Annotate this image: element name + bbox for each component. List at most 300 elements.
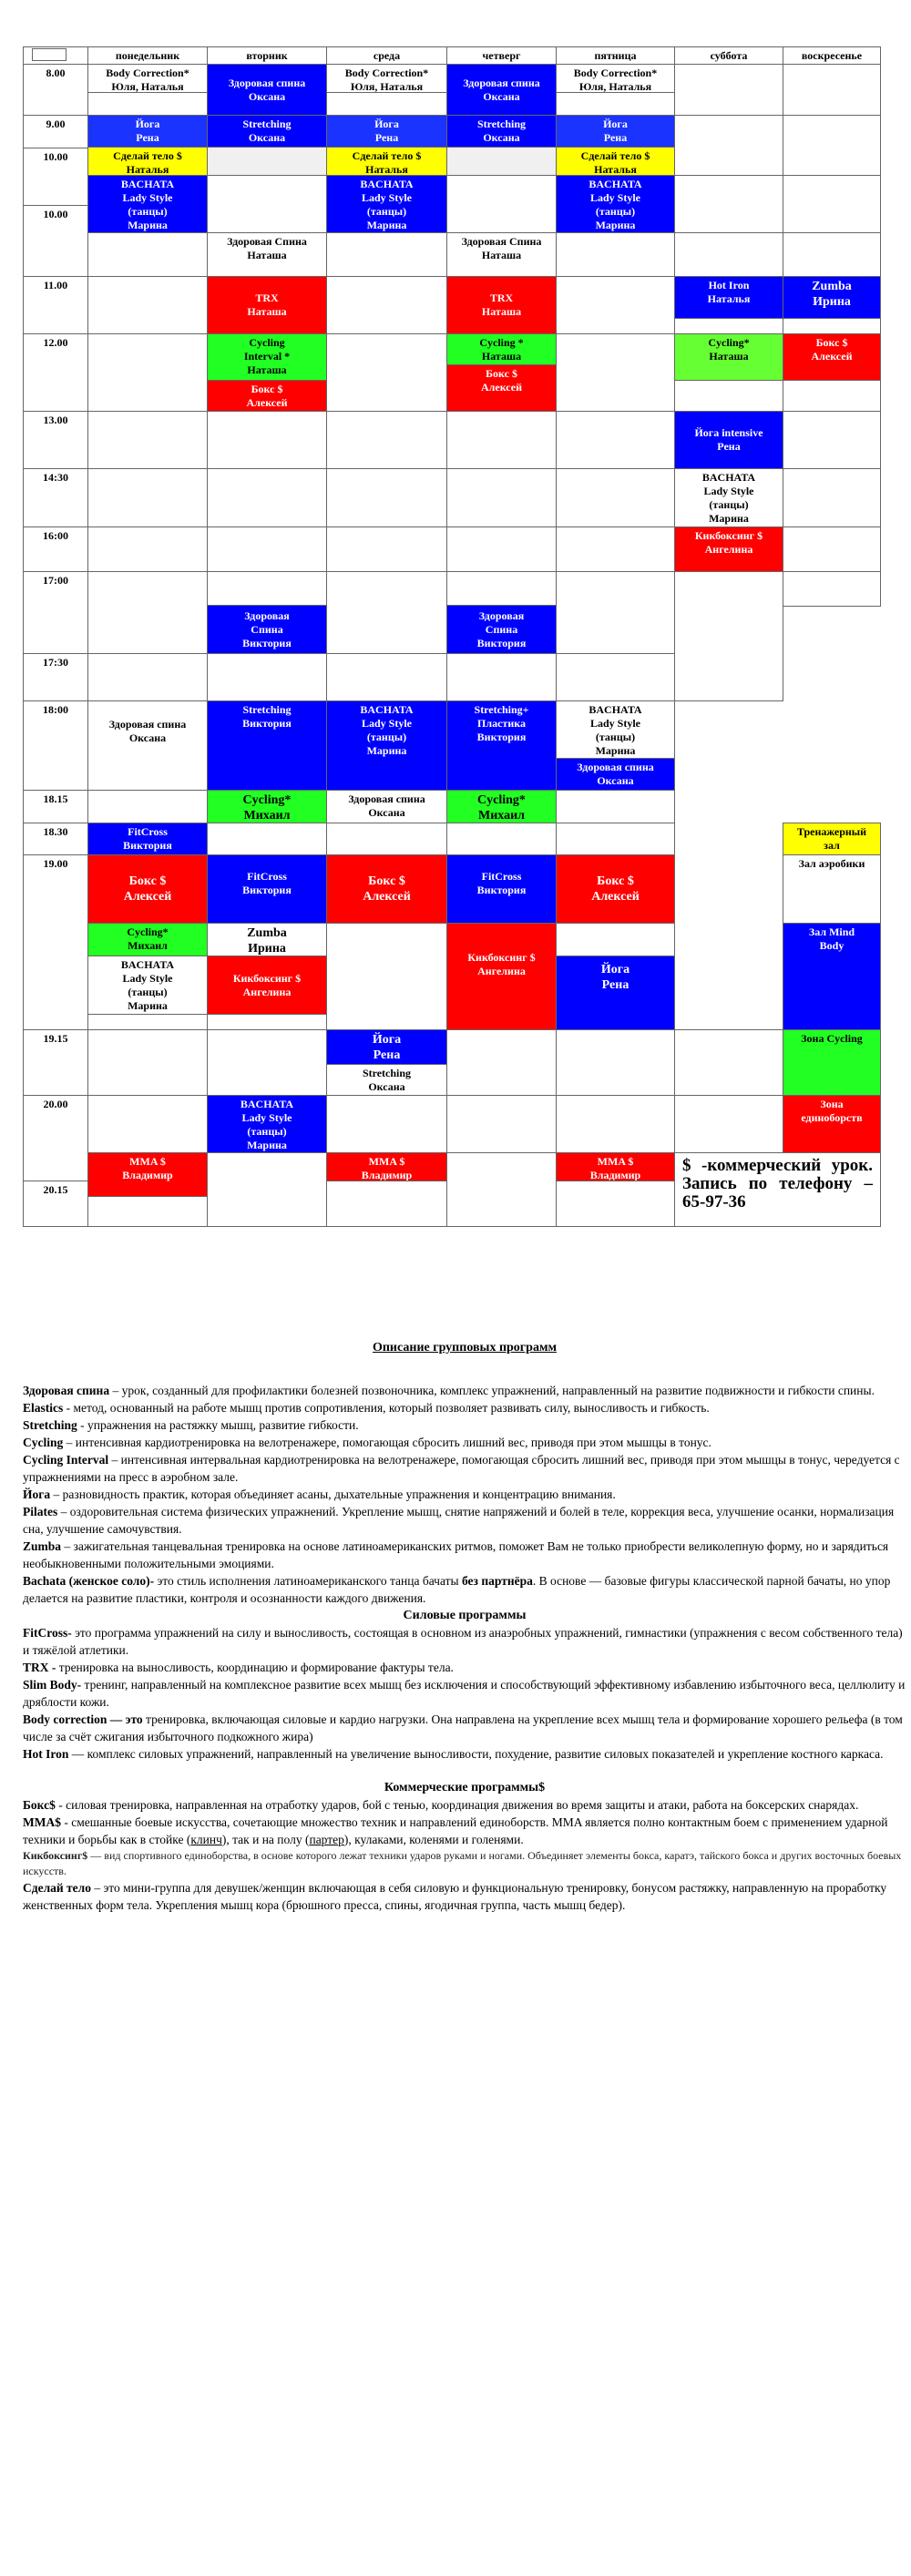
class-body-correction[interactable] bbox=[87, 64, 208, 93]
class-stretching[interactable] bbox=[326, 1064, 447, 1096]
empty-slot bbox=[87, 1014, 208, 1030]
program-text: это программа упражнений на силу и выносливость, состоящая в основном из анаэробных упражнений, гимнастики (упражнения с весом собственного тела) и тяжёлой атлетики. bbox=[23, 1626, 903, 1657]
empty-slot bbox=[207, 823, 327, 855]
empty-slot bbox=[326, 653, 447, 701]
trainer-name: Оксана bbox=[597, 774, 634, 787]
class-name: MMA $ bbox=[368, 1155, 405, 1168]
program-zumba bbox=[23, 1538, 906, 1572]
trainer-name: Марина bbox=[366, 744, 407, 757]
empty-slot bbox=[87, 1029, 208, 1096]
class-cycling-interval[interactable] bbox=[207, 333, 327, 381]
empty-slot bbox=[446, 653, 557, 701]
trainer-name: Наталья bbox=[594, 163, 637, 176]
program-text: – это мини-группа для девушек/женщин включающая в себя силовую и функциональную тренировку, бонусом растяжку, направленную на проработку женственных форм тела. Укрепления мышц кора (брюшного пресса, спины, ягодичная группа, часть мышц бедер). bbox=[23, 1881, 887, 1912]
class-name: Stretching bbox=[362, 1067, 412, 1079]
class-mma[interactable] bbox=[87, 1152, 208, 1197]
class-style: Lady Style bbox=[361, 717, 412, 730]
trainer-name: Наташа bbox=[481, 305, 522, 318]
program-body-correction bbox=[23, 1711, 906, 1745]
empty-slot bbox=[326, 333, 447, 412]
program-descriptions bbox=[23, 1339, 906, 1914]
program-text: тренинг, направленный на комплексное развитие всех мышц без исключения и способствующий эффективному избавлению избыточного веса, целлюлиту и дряблости кожи. bbox=[23, 1678, 906, 1709]
empty-slot bbox=[87, 411, 208, 469]
empty-slot bbox=[326, 923, 447, 1030]
class-name: Body Correction* bbox=[573, 66, 658, 79]
trainer-name: Владимир bbox=[361, 1169, 413, 1181]
time-slot: 18:00 bbox=[23, 700, 88, 791]
trainer-name: Марина bbox=[366, 219, 407, 231]
class-stretching-plastic[interactable] bbox=[446, 700, 557, 791]
program-text: тренировка, включающая силовые и кардио нагрузки. Она направлена на укрепление всех мышц тела и формирование хорошего рельефа (в том числе за счёт сжигания избыточного подкожного жира) bbox=[23, 1712, 903, 1743]
class-name: Cycling * bbox=[479, 336, 524, 349]
day-header-friday: пятница bbox=[556, 46, 675, 65]
trainer-name: Юля, Наталья bbox=[578, 80, 652, 93]
program-mma bbox=[23, 1814, 906, 1848]
program-hot-iron bbox=[23, 1745, 906, 1763]
legend-label: единоборств bbox=[801, 1111, 863, 1124]
class-fitcross[interactable] bbox=[446, 854, 557, 924]
program-term: Elastics bbox=[23, 1401, 64, 1415]
program-term: MMA$ bbox=[23, 1815, 61, 1829]
class-bachata[interactable] bbox=[674, 468, 783, 527]
descriptions-title: Описание групповых программ bbox=[372, 1341, 558, 1354]
class-make-body[interactable] bbox=[87, 147, 208, 176]
class-box[interactable] bbox=[87, 854, 208, 924]
class-name: Stretching bbox=[242, 703, 292, 716]
program-term: Body correction — это bbox=[23, 1712, 143, 1726]
class-bachata[interactable] bbox=[326, 700, 447, 791]
empty-slot bbox=[87, 468, 208, 527]
legend-gym bbox=[783, 823, 881, 855]
class-box[interactable] bbox=[556, 854, 675, 924]
empty-slot bbox=[207, 468, 327, 527]
class-bachata[interactable] bbox=[556, 175, 675, 233]
empty-slot bbox=[87, 653, 208, 701]
class-yoga[interactable] bbox=[556, 115, 675, 148]
class-name: Йога bbox=[135, 118, 160, 130]
empty-slot bbox=[783, 115, 881, 176]
class-name: Stretching+ bbox=[474, 703, 529, 716]
trainer-name: Наташа bbox=[481, 249, 522, 261]
empty-slot bbox=[783, 318, 881, 334]
program-kickboxing bbox=[23, 1848, 906, 1879]
class-name: Здоровая спина bbox=[577, 761, 654, 773]
class-name: TRX bbox=[255, 291, 279, 304]
class-name: FitCross bbox=[128, 825, 168, 838]
empty-slot bbox=[446, 823, 557, 855]
class-name: Бокс $ bbox=[251, 383, 283, 395]
trainer-name: Алексей bbox=[480, 381, 523, 394]
empty-slot bbox=[446, 175, 557, 233]
program-text: - силовая тренировка, направленная на отработку ударов, бой с тенью, координация движения во время защиты и атаки, работа на боксерских снарядах. bbox=[55, 1798, 859, 1812]
class-kickboxing[interactable] bbox=[207, 956, 327, 1015]
class-name: Бокс $ bbox=[815, 336, 848, 349]
class-yoga-intensive[interactable] bbox=[674, 411, 783, 469]
class-name: Здоровая Спина bbox=[227, 235, 307, 248]
empty-slot bbox=[326, 276, 447, 334]
class-name: Hot Iron bbox=[708, 279, 750, 291]
program-text: ), кулаками, коленями и голенями. bbox=[343, 1833, 524, 1846]
class-make-body[interactable] bbox=[326, 147, 447, 176]
class-name: Бокс $ bbox=[486, 367, 517, 380]
empty-slot bbox=[326, 232, 447, 277]
class-name: Cycling* bbox=[127, 925, 169, 938]
time-slot: 11.00 bbox=[23, 276, 88, 334]
empty-slot bbox=[87, 526, 208, 572]
class-type: (танцы) bbox=[128, 986, 168, 998]
class-name: Йога bbox=[600, 963, 630, 976]
program-cycling bbox=[23, 1434, 906, 1451]
empty-slot bbox=[326, 1181, 447, 1227]
day-header-thursday: четверг bbox=[446, 46, 557, 65]
class-trx[interactable] bbox=[207, 276, 327, 334]
time-slot: 10.00 bbox=[23, 148, 88, 206]
program-trx bbox=[23, 1659, 906, 1676]
class-name: BACHATA bbox=[360, 178, 414, 190]
class-type: (танцы) bbox=[247, 1125, 287, 1138]
class-fitcross[interactable] bbox=[207, 854, 327, 924]
trainer-name: Алексей bbox=[363, 890, 411, 904]
class-healthy-back[interactable] bbox=[446, 605, 557, 654]
empty-slot bbox=[207, 175, 327, 233]
empty-slot bbox=[556, 411, 675, 469]
trainer-name: Юля, Наталья bbox=[350, 80, 424, 93]
class-bachata[interactable] bbox=[326, 175, 447, 233]
trainer-name: Оксана bbox=[248, 131, 286, 144]
day-header-wednesday: среда bbox=[326, 46, 447, 65]
class-name: Cycling bbox=[249, 336, 285, 349]
class-style: Lady Style bbox=[589, 717, 640, 730]
program-make-body bbox=[23, 1879, 906, 1914]
class-kickboxing[interactable] bbox=[446, 923, 557, 1030]
trainer-name: Ирина bbox=[248, 942, 286, 956]
empty-slot bbox=[446, 571, 557, 606]
class-name: Body Correction* bbox=[106, 66, 189, 79]
class-name: Здоровая спина bbox=[348, 792, 425, 805]
time-slot: 17:00 bbox=[23, 571, 88, 654]
trainer-name: Марина bbox=[247, 1139, 287, 1151]
program-stretching bbox=[23, 1416, 906, 1434]
class-cycling[interactable] bbox=[207, 790, 327, 823]
trainer-name: Оксана bbox=[483, 89, 520, 103]
program-term: Cycling Interval bbox=[23, 1453, 109, 1467]
time-slot: 8.00 bbox=[23, 64, 88, 116]
time-slot: 10.00 bbox=[23, 205, 88, 277]
trainer-name: Рена bbox=[717, 440, 741, 453]
class-style: Lady Style bbox=[703, 485, 754, 497]
class-bachata[interactable] bbox=[207, 1095, 327, 1153]
program-text: — вид спортивного единоборства, в основе которого лежат техники ударов руками и ногами. Объединяет элементы бокса, каратэ, тайского бокса и других восточных боевых искусств. bbox=[23, 1849, 902, 1877]
empty-slot bbox=[446, 411, 557, 469]
empty-slot bbox=[556, 276, 675, 334]
program-term: Бокс$ bbox=[23, 1798, 56, 1812]
empty-slot bbox=[326, 526, 447, 572]
class-name-line2: Спина bbox=[485, 622, 518, 636]
trainer-name: Алексей bbox=[811, 350, 853, 363]
trainer-name: Наталья bbox=[707, 292, 751, 305]
empty-slot bbox=[556, 526, 675, 572]
class-type: (танцы) bbox=[128, 205, 168, 218]
program-term: Hot Iron bbox=[23, 1747, 69, 1761]
class-name: Сделай тело $ bbox=[580, 149, 650, 162]
class-yoga[interactable] bbox=[87, 115, 208, 148]
trainer-name: Ангелина bbox=[242, 985, 292, 998]
empty-slot bbox=[674, 232, 783, 277]
program-term: Slim Body- bbox=[23, 1678, 82, 1692]
legend-label: Зона bbox=[820, 1098, 844, 1110]
program-term: Здоровая спина bbox=[23, 1384, 110, 1397]
class-make-body[interactable] bbox=[556, 147, 675, 176]
class-yoga[interactable] bbox=[326, 115, 447, 148]
class-name: BACHATA bbox=[701, 471, 756, 484]
empty-slot bbox=[326, 92, 447, 116]
class-box[interactable] bbox=[446, 364, 557, 412]
class-type: (танцы) bbox=[366, 205, 407, 218]
empty-slot bbox=[446, 147, 557, 176]
class-name: Здоровая спина bbox=[108, 718, 187, 731]
corner-input-box bbox=[32, 48, 67, 61]
empty-slot bbox=[556, 232, 675, 277]
class-healthy-back[interactable] bbox=[207, 605, 327, 654]
class-body-correction[interactable] bbox=[556, 64, 675, 93]
trainer-name: Наташа bbox=[709, 350, 749, 363]
class-trx[interactable] bbox=[446, 276, 557, 334]
class-zumba[interactable] bbox=[783, 276, 881, 319]
empty-slot bbox=[326, 1095, 447, 1153]
class-healthy-back[interactable] bbox=[326, 790, 447, 823]
program-pilates bbox=[23, 1503, 906, 1538]
class-type: (танцы) bbox=[709, 498, 749, 511]
legend-aerobics bbox=[783, 854, 881, 924]
class-name: Сделай тело $ bbox=[113, 149, 182, 162]
program-elastics bbox=[23, 1399, 906, 1416]
legend-mind-body bbox=[783, 923, 881, 1030]
program-text: – урок, созданный для профилактики болезней позвоночника, комплекс упражнений, направленный на развитие подвижности и гибкости спины. bbox=[109, 1384, 875, 1397]
trainer-name: Виктория bbox=[476, 731, 527, 743]
parter-link[interactable]: партер bbox=[309, 1833, 344, 1846]
trainer-name: Михаил bbox=[477, 809, 526, 823]
class-kickboxing[interactable] bbox=[674, 526, 783, 572]
empty-slot bbox=[326, 411, 447, 469]
class-name: Stretching bbox=[476, 118, 527, 130]
program-text: это стиль исполнения латиноамериканского танца бачаты bbox=[154, 1574, 462, 1588]
program-term: Bachata (женское соло)- bbox=[23, 1574, 155, 1588]
class-cycling[interactable] bbox=[446, 790, 557, 823]
trainer-name: Михаил bbox=[128, 939, 168, 952]
program-term: Stretching bbox=[23, 1418, 77, 1432]
program-term: Pilates bbox=[23, 1505, 58, 1518]
program-text: — комплекс силовых упражнений, направленный на увеличение выносливости, похудение, развитие силовых показателей и укрепление костного каркаса. bbox=[68, 1747, 884, 1761]
empty-slot bbox=[446, 1095, 557, 1153]
class-cycling[interactable] bbox=[87, 923, 208, 956]
empty-slot bbox=[556, 468, 675, 527]
program-fitcross bbox=[23, 1624, 906, 1659]
clinch-link[interactable]: клинч bbox=[190, 1833, 222, 1846]
trainer-name: Рена bbox=[601, 978, 630, 992]
time-slot: 9.00 bbox=[23, 115, 88, 148]
program-emphasis: без партнёра bbox=[461, 1574, 533, 1588]
empty-slot bbox=[556, 823, 675, 855]
program-term: Cycling bbox=[23, 1436, 64, 1449]
schedule-table bbox=[0, 0, 911, 1239]
class-box[interactable] bbox=[326, 854, 447, 924]
trainer-name: Виктория bbox=[242, 717, 292, 730]
class-style: Lady Style bbox=[589, 191, 640, 204]
class-healthy-back[interactable] bbox=[207, 64, 327, 116]
day-header-monday: понедельник bbox=[87, 46, 208, 65]
class-healthy-back[interactable] bbox=[87, 700, 208, 791]
program-text: – интенсивная кардиотренировка на велотренажере, помогающая сбросить лишний вес, приводя при этом мышцы в тонус. bbox=[63, 1436, 711, 1449]
class-name: Бокс $ bbox=[597, 874, 634, 888]
program-yoga bbox=[23, 1486, 906, 1503]
trainer-name: Оксана bbox=[368, 1080, 405, 1093]
program-text: – зажигательная танцевальная тренировка на основе латиноамериканских ритмов, поможет Вам не только приобрести великолепную форму, но и зарядиться необыкновенными положительными эмоциями. bbox=[23, 1539, 889, 1570]
trainer-name: Оксана bbox=[368, 806, 405, 819]
class-box[interactable] bbox=[207, 380, 327, 412]
program-text: – оздоровительная система физических упражнений. Укрепление мышц, снятие напряжений и болей в теле, коррекция веса, улучшение осанки, нормализация сна, улучшение самочувствия. bbox=[23, 1505, 895, 1536]
class-stretching[interactable] bbox=[207, 700, 327, 791]
empty-slot bbox=[783, 468, 881, 527]
class-yoga[interactable] bbox=[326, 1029, 447, 1065]
program-term: Йога bbox=[23, 1487, 51, 1501]
program-text: . В основе — базовые фигуры классической парной бачаты, но упор делается на развитие пластики, контроля и осознанности каждого движения. bbox=[23, 1574, 891, 1605]
empty-slot bbox=[556, 1181, 675, 1227]
program-term: FitCross- bbox=[23, 1626, 72, 1640]
class-name-line2: Пластика bbox=[477, 717, 526, 730]
empty-slot bbox=[207, 147, 327, 176]
legend-label: Зал Mind bbox=[808, 925, 855, 938]
trainer-name: Михаил bbox=[243, 809, 291, 823]
program-cycling-interval bbox=[23, 1451, 906, 1486]
time-slot: 16:00 bbox=[23, 526, 88, 572]
class-name: Stretching bbox=[242, 118, 292, 130]
class-name: BACHATA bbox=[589, 178, 642, 190]
time-slot: 17:30 bbox=[23, 653, 88, 701]
program-healthy-back bbox=[23, 1382, 906, 1399]
empty-slot bbox=[326, 823, 447, 855]
class-hot-iron[interactable] bbox=[674, 276, 783, 319]
program-bachata bbox=[23, 1572, 906, 1607]
class-name: Бокс $ bbox=[368, 874, 405, 888]
class-healthy-back[interactable] bbox=[556, 758, 675, 791]
trainer-name: Марина bbox=[595, 744, 636, 757]
time-slot: 19.00 bbox=[23, 854, 88, 1030]
class-stretching[interactable] bbox=[207, 115, 327, 148]
program-text: тренировка на выносливость, координацию и формирование фактуры тела. bbox=[56, 1661, 454, 1674]
program-text: ), так и на полу ( bbox=[221, 1833, 310, 1846]
commercial-note: $ -коммерческий урок. Запись по телефону – 65-97-36 bbox=[674, 1152, 881, 1227]
empty-slot bbox=[783, 232, 881, 277]
legend-cycling-zone bbox=[783, 1029, 881, 1096]
day-header-sunday: воскресенье bbox=[783, 46, 881, 65]
class-cycling[interactable] bbox=[674, 333, 783, 381]
trainer-name: Рена bbox=[373, 1048, 401, 1062]
class-fitcross[interactable] bbox=[87, 823, 208, 855]
class-name: FitCross bbox=[247, 870, 287, 883]
empty-slot bbox=[87, 1095, 208, 1153]
class-bachata[interactable] bbox=[87, 175, 208, 233]
class-name: Кикбоксинг $ bbox=[232, 971, 302, 985]
class-name: TRX bbox=[489, 291, 514, 304]
class-healthy-back[interactable] bbox=[207, 232, 327, 277]
empty-slot bbox=[207, 1029, 327, 1096]
class-name: Body Correction* bbox=[344, 66, 429, 79]
empty-slot bbox=[783, 526, 881, 572]
empty-slot bbox=[207, 571, 327, 606]
time-slot: 20.00 bbox=[23, 1095, 88, 1181]
class-name: Йога bbox=[603, 118, 628, 130]
class-style: Lady Style bbox=[361, 191, 412, 204]
empty-slot bbox=[674, 854, 783, 1030]
class-name: MMA $ bbox=[597, 1155, 634, 1168]
trainer-name: Оксана bbox=[248, 89, 286, 103]
empty-slot bbox=[556, 923, 675, 956]
class-bachata[interactable] bbox=[87, 956, 208, 1015]
class-name: Здоровая Спина bbox=[461, 235, 542, 248]
empty-slot bbox=[446, 1152, 557, 1227]
trainer-name: Марина bbox=[595, 219, 636, 231]
class-zumba[interactable] bbox=[207, 923, 327, 956]
trainer-name: Наташа bbox=[481, 350, 522, 363]
class-body-correction[interactable] bbox=[326, 64, 447, 93]
time-slot: 19.15 bbox=[23, 1029, 88, 1096]
class-healthy-back[interactable] bbox=[446, 64, 557, 116]
class-yoga[interactable] bbox=[556, 956, 675, 1030]
class-name: Сделай тело $ bbox=[352, 149, 422, 162]
class-name: BACHATA bbox=[120, 178, 175, 190]
empty-slot bbox=[87, 1196, 208, 1227]
empty-slot bbox=[207, 1014, 327, 1030]
day-header-tuesday: вторник bbox=[207, 46, 327, 65]
empty-slot bbox=[326, 468, 447, 527]
class-box[interactable] bbox=[783, 333, 881, 381]
class-name-line2: Спина bbox=[251, 622, 283, 636]
class-stretching[interactable] bbox=[446, 115, 557, 148]
class-style: Lady Style bbox=[241, 1111, 292, 1124]
class-cycling[interactable] bbox=[446, 333, 557, 365]
trainer-name: Ангелина bbox=[704, 543, 753, 556]
empty-slot bbox=[446, 526, 557, 572]
class-name: Йога bbox=[374, 118, 399, 130]
class-name: Здоровая bbox=[244, 608, 290, 622]
class-name: Бокс $ bbox=[128, 874, 167, 888]
class-name: Кикбоксинг $ bbox=[467, 951, 536, 964]
trainer-name: Рена bbox=[603, 131, 628, 144]
class-healthy-back[interactable] bbox=[446, 232, 557, 277]
program-text: - метод, основанный на работе мышц против сопротивления, который позволяет развивать силу, выносливость и гибкость. bbox=[63, 1401, 710, 1415]
empty-slot bbox=[87, 92, 208, 116]
legend-label: Зал аэробики bbox=[798, 857, 865, 870]
empty-slot bbox=[783, 380, 881, 412]
empty-slot bbox=[207, 1152, 327, 1227]
class-name: Zumba bbox=[812, 280, 852, 293]
class-name: Йога bbox=[372, 1033, 402, 1047]
class-mma[interactable] bbox=[326, 1152, 447, 1181]
legend-martial-arts-zone bbox=[783, 1095, 881, 1153]
trainer-name: Виктория bbox=[242, 636, 292, 649]
trainer-name: Рена bbox=[136, 131, 159, 144]
class-mma[interactable] bbox=[556, 1152, 675, 1181]
empty-slot bbox=[87, 232, 208, 277]
program-term: Сделай тело bbox=[23, 1881, 91, 1895]
empty-slot bbox=[674, 115, 783, 176]
class-name: Кикбоксинг $ bbox=[694, 529, 763, 542]
class-name: BACHATA bbox=[360, 703, 414, 716]
day-header-saturday: суббота bbox=[674, 46, 783, 65]
class-bachata[interactable] bbox=[556, 700, 675, 759]
empty-slot bbox=[556, 1029, 675, 1096]
class-style: Lady Style bbox=[122, 972, 173, 985]
